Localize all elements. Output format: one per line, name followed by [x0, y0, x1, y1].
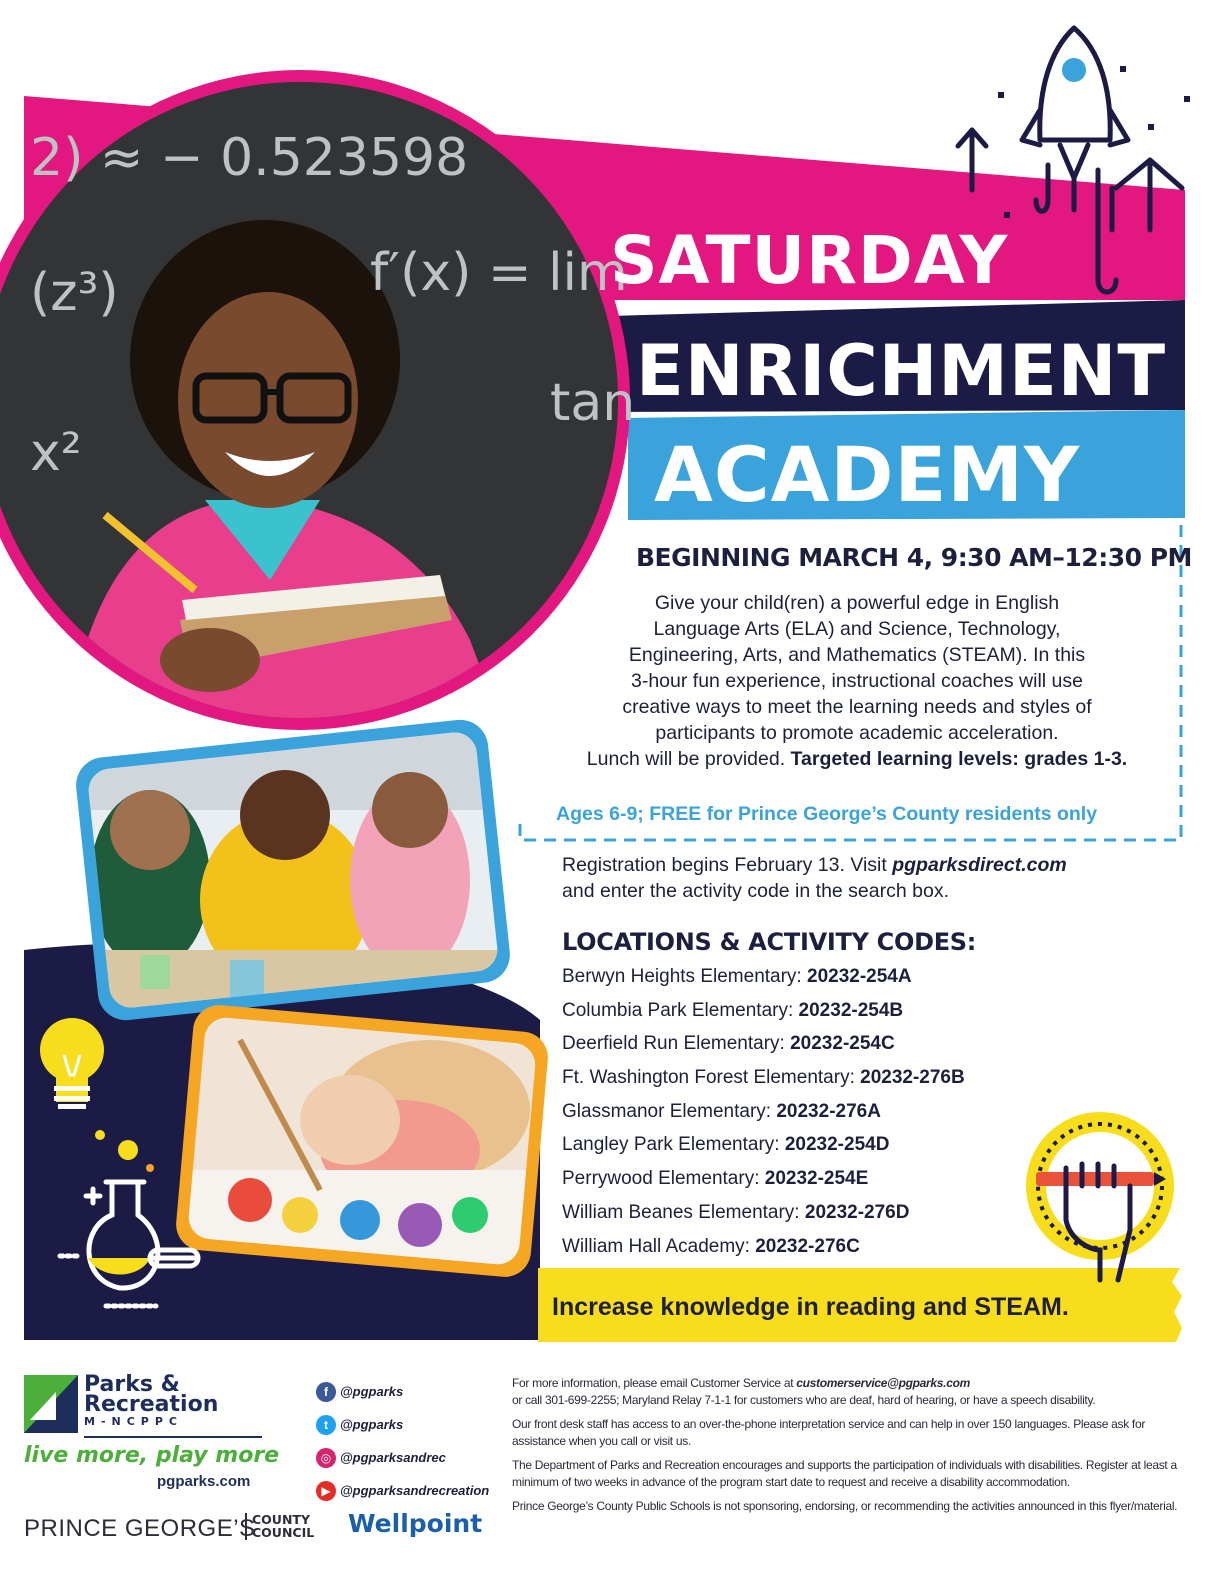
- facebook-icon: f: [316, 1382, 336, 1402]
- disability-note: The Department of Parks and Recreation encourages and supports the participation of individuals with disabilities. Register at least a minimum of two weeks in advance of the program start date to request and receive a disability accommodation.: [512, 1458, 1177, 1489]
- interpretation-note: Our front desk staff has access to an over-the-phone interpretation service and can help in over 150 languages. Please ask for assistance when you call or visit us.: [512, 1417, 1146, 1448]
- social-item[interactable]: [316, 1408, 489, 1441]
- location-name: Ft. Washington Forest Elementary:: [562, 1067, 861, 1089]
- description-line: creative ways to meet the learning needs and styles of: [622, 696, 1092, 718]
- chalk-text: (z³): [30, 263, 119, 323]
- rocket-window: [1062, 58, 1086, 82]
- social-links: [316, 1375, 489, 1507]
- location-name: Columbia Park Elementary:: [562, 999, 799, 1021]
- grade-levels: Targeted learning levels: grades 1-3.: [790, 748, 1128, 770]
- activity-code: 20232-254E: [764, 1168, 869, 1190]
- location-item: [562, 1067, 965, 1101]
- social-item[interactable]: [316, 1474, 489, 1507]
- instagram-icon: ◎: [316, 1448, 336, 1468]
- location-item: [562, 1202, 965, 1236]
- social-item[interactable]: [316, 1441, 489, 1474]
- lunch-text: Lunch will be provided.: [586, 748, 791, 770]
- council-text: COUNCIL: [252, 1525, 315, 1540]
- location-name: William Hall Academy:: [562, 1235, 756, 1257]
- title-line-saturday: SATURDAY: [610, 222, 1009, 299]
- county-council-logo: [252, 1513, 314, 1539]
- title-line-enrichment: ENRICHMENT: [636, 330, 1167, 412]
- twitter-icon: t: [316, 1415, 336, 1435]
- location-name: Langley Park Elementary:: [562, 1134, 785, 1156]
- registration-info: [562, 852, 1122, 904]
- activity-code: 20232-254B: [798, 999, 904, 1021]
- chalk-text: tan: [550, 373, 636, 433]
- location-item: [562, 1134, 965, 1168]
- website-link[interactable]: pgparks.com: [157, 1473, 251, 1490]
- social-handle: @pgparks: [340, 1384, 404, 1399]
- registration-link[interactable]: pgparksdirect.com: [892, 854, 1067, 876]
- location-item: [562, 1033, 965, 1067]
- start-date-time: BEGINNING MARCH 4, 9:30 AM–12:30 PM: [636, 543, 1192, 572]
- description-line: Engineering, Arts, and Mathematics (STEAM). In this: [628, 644, 1086, 666]
- chalk-text: x²: [30, 423, 82, 483]
- location-item: [562, 1236, 965, 1270]
- email-link[interactable]: customerservice@pgparks.com: [796, 1376, 970, 1390]
- location-item: [562, 966, 965, 1000]
- locations-list: [562, 966, 965, 1269]
- location-name: Berwyn Heights Elementary:: [562, 966, 807, 987]
- description-last-line: [552, 746, 1162, 772]
- wellpoint-logo: Wellpoint: [348, 1509, 483, 1538]
- location-name: William Beanes Elementary:: [562, 1201, 805, 1223]
- location-name: Deerfield Run Elementary:: [562, 1033, 791, 1055]
- social-item[interactable]: [316, 1375, 489, 1408]
- location-name: Glassmanor Elementary:: [562, 1100, 777, 1122]
- logo-line: M-NCPPC: [84, 1415, 183, 1428]
- contact-info: [512, 1375, 1192, 1409]
- description-line: 3-hour fun experience, instructional coaches will use: [631, 670, 1083, 692]
- locations-heading: LOCATIONS & ACTIVITY CODES:: [562, 928, 977, 956]
- description-line: Language Arts (ELA) and Science, Technology,: [653, 618, 1061, 640]
- slogan: live more, play more: [24, 1443, 280, 1468]
- program-description: [552, 590, 1162, 772]
- chalk-text: 2) ≈ − 0.523598: [30, 128, 469, 188]
- location-item: [562, 1168, 965, 1202]
- activity-code: 20232-254D: [784, 1134, 890, 1156]
- tagline: Increase knowledge in reading and STEAM.: [552, 1293, 1069, 1321]
- description-line: participants to promote academic acceleration.: [655, 722, 1059, 744]
- chalk-text: f′(x) = lim: [370, 243, 628, 303]
- social-handle: @pgparksandrecreation: [340, 1483, 490, 1498]
- fine-print: [512, 1375, 1192, 1522]
- disclaimer: Prince George’s County Public Schools is not sponsoring, endorsing, or recommending the activities announced in this flyer/material.: [512, 1499, 1178, 1513]
- footer: [0, 1345, 1224, 1584]
- activity-code: 20232-254C: [790, 1033, 895, 1055]
- parks-logo[interactable]: [84, 1372, 219, 1428]
- registration-text: Registration begins February 13. Visit: [562, 854, 893, 876]
- logo-line: Parks &: [84, 1372, 180, 1397]
- contact-text: For more information, please email Customer Service at: [512, 1376, 797, 1390]
- county-text: COUNTY: [252, 1512, 310, 1527]
- location-name: Perrywood Elementary:: [562, 1168, 765, 1190]
- activity-code: 20232-254A: [807, 966, 912, 987]
- registration-instructions: and enter the activity code in the search box.: [562, 880, 949, 902]
- activity-code: 20232-276C: [755, 1235, 860, 1257]
- location-item: [562, 1000, 965, 1034]
- social-handle: @pgparksandrec: [340, 1450, 446, 1465]
- activity-code: 20232-276A: [776, 1100, 881, 1122]
- phone-text: or call 301-699-2255; Maryland Relay 7-1-1 for customers who are deaf, hard of hearing, or have a speech disability.: [512, 1393, 1096, 1407]
- activity-code: 20232-276B: [860, 1067, 965, 1089]
- logo-line: Recreation: [84, 1392, 219, 1417]
- youtube-icon: ▶: [316, 1481, 336, 1501]
- fist-pencil-icon: [1026, 1112, 1174, 1280]
- prince-georges-logo: PRINCE GEORGE’S: [24, 1515, 256, 1542]
- painting-photo: [170, 1010, 550, 1270]
- eligibility-note: Ages 6-9; FREE for Prince George’s County residents only: [556, 803, 1098, 825]
- description-line: Give your child(ren) a powerful edge in English: [654, 592, 1060, 614]
- title-line-academy: ACADEMY: [654, 430, 1081, 519]
- location-item: [562, 1101, 965, 1135]
- activity-code: 20232-276D: [804, 1201, 910, 1223]
- social-handle: @pgparks: [340, 1417, 404, 1432]
